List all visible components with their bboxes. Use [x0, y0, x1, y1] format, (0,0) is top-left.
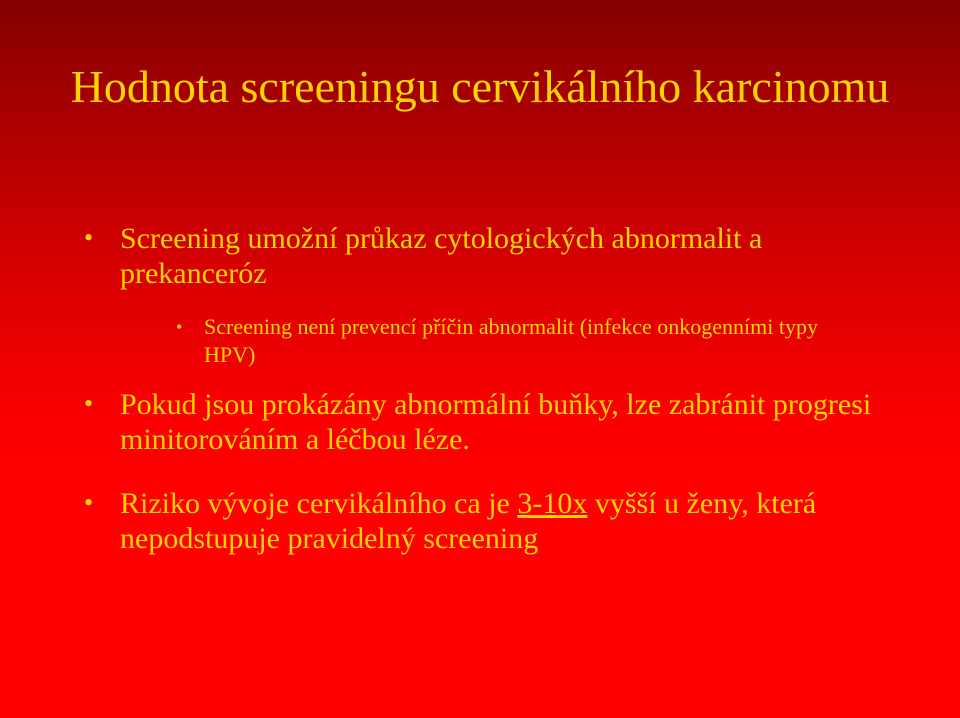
bullet-text-3-after: vyšší u ženy, která nepodstupuje pravidelný screening [120, 487, 817, 555]
bullet-item-1 [84, 221, 874, 291]
bullet-item-2 [84, 387, 874, 457]
risk-multiplier: 3-10x [517, 487, 588, 520]
slide-title: Hodnota screeningu cervikálního karcinomu [70, 61, 890, 112]
sub-bullet-text-1: Screening není prevencí příčin abnormalit (infekce onkogenními typy HPV) [204, 314, 818, 367]
sub-bullet-item-1 [176, 313, 836, 369]
bullet-text-3 [120, 486, 874, 556]
bullet-dot-icon: • [84, 488, 94, 517]
bullet-text-3-before: Riziko vývoje cervikálního ca je [120, 487, 518, 520]
bullet-item-3 [84, 486, 874, 556]
bullet-dot-icon: • [84, 223, 94, 252]
bullet-text-1: Screening umožní průkaz cytologických abnormalit a prekanceróz [120, 222, 763, 290]
bullet-dot-icon: • [84, 389, 94, 418]
bullet-text-2: Pokud jsou prokázány abnormální buňky, lze zabránit progresi minitorováním a léčbou léze. [120, 388, 872, 456]
sub-bullet-dot-icon: • [176, 317, 183, 337]
